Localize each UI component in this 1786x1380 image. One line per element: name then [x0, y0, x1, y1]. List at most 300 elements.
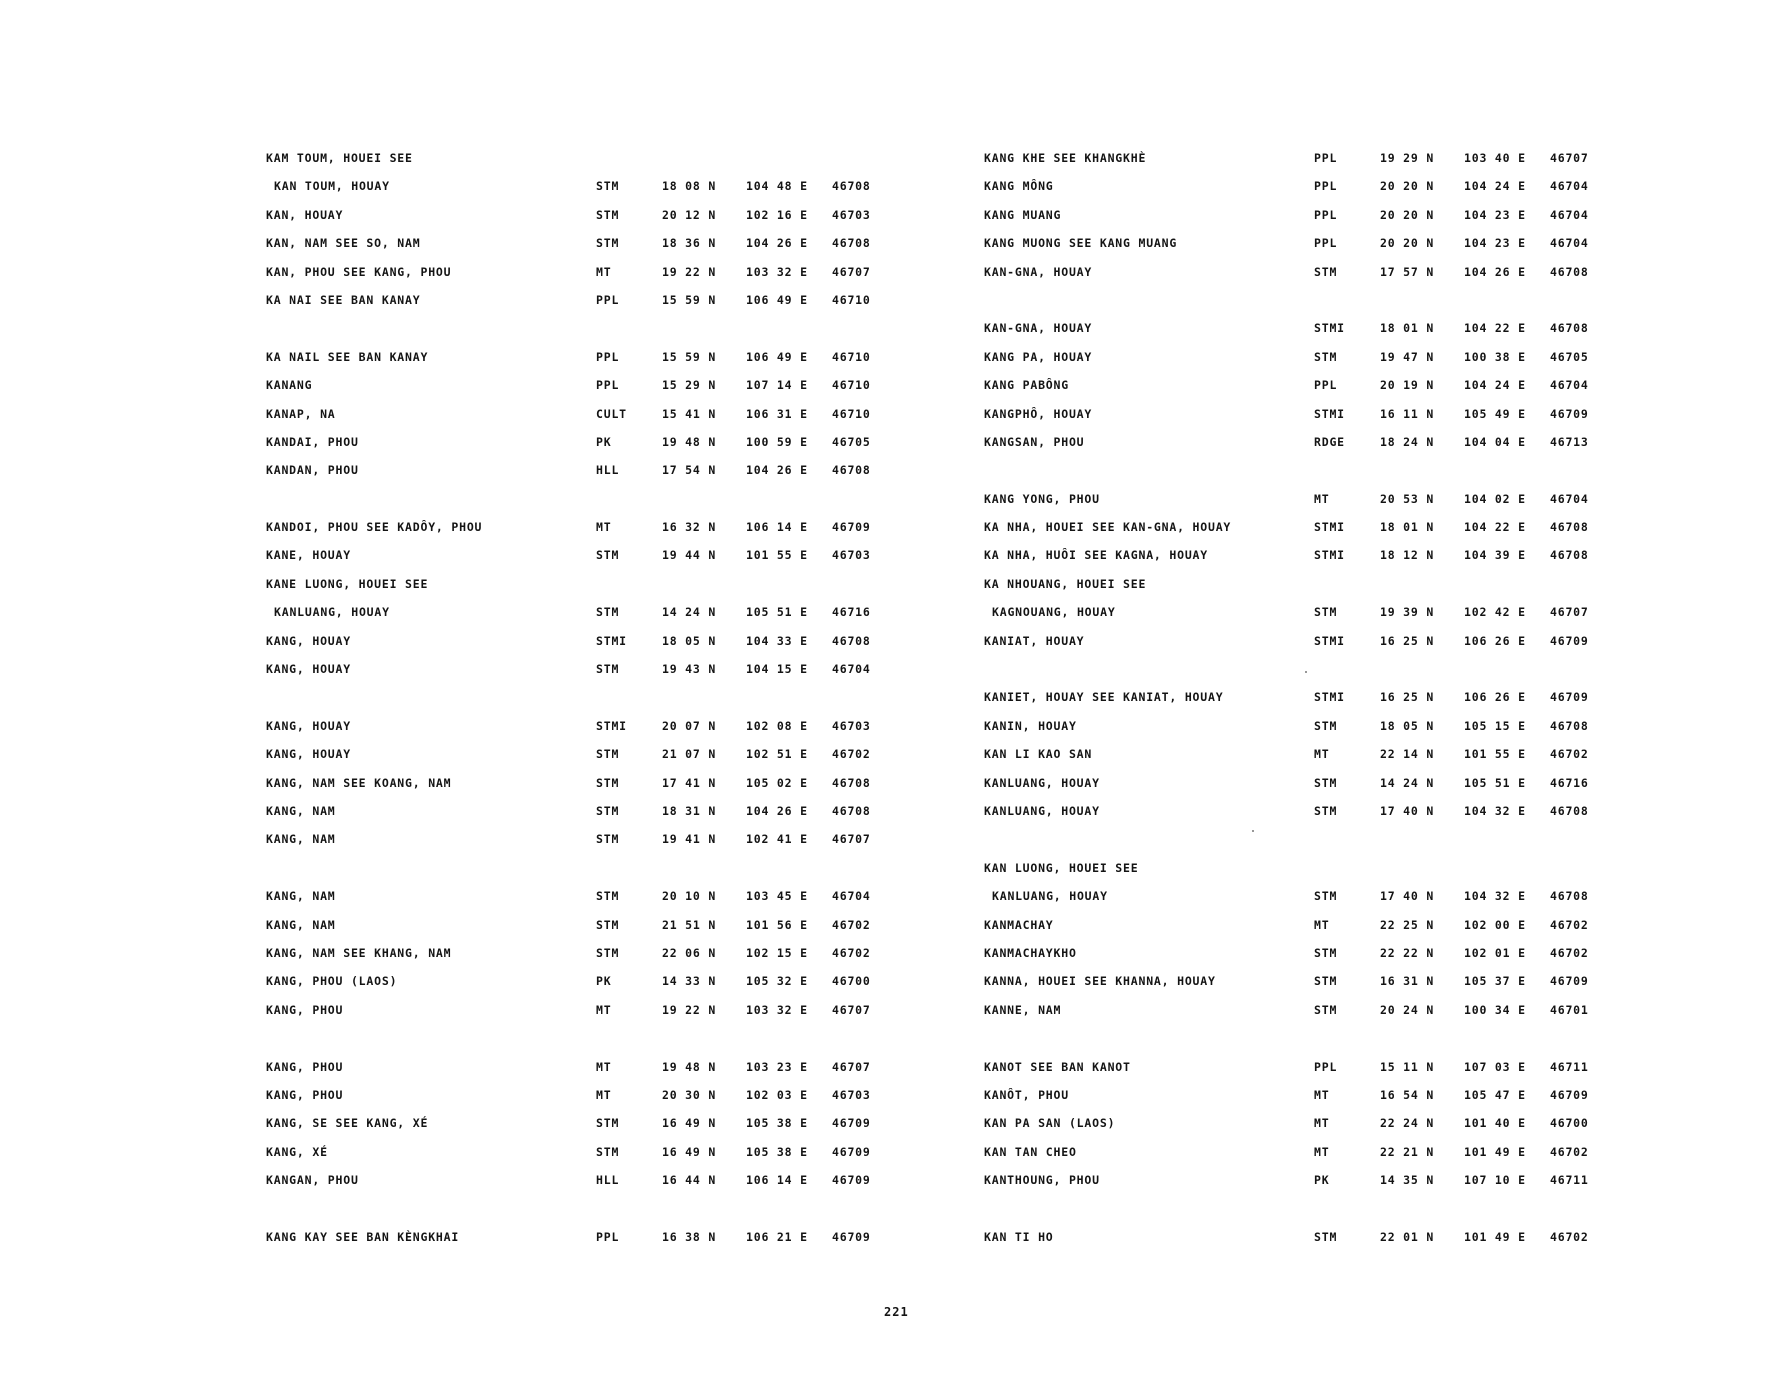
sheet-number: 46709 — [1550, 633, 1589, 648]
entry-name: KANDAN, PHOU — [266, 463, 359, 478]
sheet-number: 46709 — [832, 1144, 871, 1159]
longitude: 104 02 E — [1464, 491, 1526, 506]
sheet-number: 46708 — [832, 633, 871, 648]
feature-code: STMI — [1314, 548, 1345, 563]
feature-code: STM — [1314, 349, 1338, 364]
entry-name: KANG, PHOU — [266, 1002, 344, 1017]
sheet-number: 46702 — [832, 917, 871, 932]
latitude: 17 57 N — [1380, 264, 1435, 279]
latitude: 19 48 N — [662, 1059, 717, 1074]
longitude: 106 14 E — [746, 520, 808, 535]
entry-name: KAGNOUANG, HOUAY — [992, 605, 1116, 620]
longitude: 102 01 E — [1464, 945, 1526, 960]
latitude: 14 24 N — [1380, 775, 1435, 790]
entry-name: KANG, HOUAY — [266, 747, 351, 762]
latitude: 20 24 N — [1380, 1002, 1435, 1017]
entry-name: KAN, NAM SEE SO, NAM — [266, 236, 421, 251]
entry-name: KANG, XÉ — [266, 1144, 328, 1159]
sheet-number: 46709 — [1550, 406, 1589, 421]
latitude: 19 29 N — [1380, 151, 1435, 165]
scan-speck — [1305, 671, 1307, 673]
latitude: 14 33 N — [662, 974, 717, 989]
entry-name: KANLUANG, HOUAY — [992, 889, 1108, 904]
sheet-number: 46707 — [832, 832, 871, 847]
entry-name: KANG, SE SEE KANG, XÉ — [266, 1116, 429, 1131]
sheet-number: 46710 — [832, 349, 871, 364]
feature-code: STM — [1314, 889, 1338, 904]
latitude: 19 44 N — [662, 548, 717, 563]
longitude: 101 55 E — [1464, 747, 1526, 762]
entry-name: KANG PA, HOUAY — [984, 349, 1093, 364]
latitude: 16 49 N — [662, 1116, 717, 1131]
sheet-number: 46708 — [832, 179, 871, 194]
entry-name: KANG, PHOU — [266, 1059, 344, 1074]
feature-code: MT — [596, 1002, 612, 1017]
sheet-number: 46702 — [1550, 747, 1589, 762]
latitude: 19 41 N — [662, 832, 717, 847]
longitude: 104 33 E — [746, 633, 808, 648]
latitude: 20 07 N — [662, 718, 717, 733]
entry-name: KANG, NAM SEE KOANG, NAM — [266, 775, 452, 790]
feature-code: MT — [596, 520, 612, 535]
sheet-number: 46701 — [1550, 1002, 1589, 1017]
sheet-number: 46704 — [1550, 179, 1589, 194]
feature-code: STM — [596, 662, 620, 677]
entry-name: KANG MUANG — [984, 207, 1062, 222]
entry-name: KANLUANG, HOUAY — [984, 775, 1100, 790]
entry-name: KAN TOUM, HOUAY — [274, 179, 390, 194]
entry-name: KANÔT, PHOU — [984, 1087, 1069, 1102]
latitude: 14 35 N — [1380, 1173, 1435, 1188]
entry-name: KAN, PHOU SEE KANG, PHOU — [266, 264, 452, 279]
sheet-number: 46702 — [1550, 1144, 1589, 1159]
feature-code: PPL — [1314, 179, 1338, 194]
feature-code: STM — [1314, 605, 1338, 620]
feature-code: MT — [1314, 747, 1330, 762]
feature-code: HLL — [596, 1173, 620, 1188]
sheet-number: 46711 — [1550, 1059, 1589, 1074]
sheet-number: 46709 — [1550, 1087, 1589, 1102]
longitude: 105 02 E — [746, 775, 808, 790]
longitude: 104 26 E — [1464, 264, 1526, 279]
sheet-number: 46707 — [832, 264, 871, 279]
entry-name: KANDOI, PHOU SEE KADÔY, PHOU — [266, 520, 483, 535]
longitude: 104 24 E — [1464, 179, 1526, 194]
latitude: 18 08 N — [662, 179, 717, 194]
sheet-number: 46704 — [1550, 207, 1589, 222]
sheet-number: 46704 — [832, 889, 871, 904]
feature-code: STMI — [596, 633, 627, 648]
entry-name: KA NHA, HUÔI SEE KAGNA, HOUAY — [984, 548, 1208, 563]
entry-name: KA NAI SEE BAN KANAY — [266, 292, 421, 307]
sheet-number: 46708 — [1550, 803, 1589, 818]
feature-code: PPL — [1314, 236, 1338, 251]
longitude: 107 03 E — [1464, 1059, 1526, 1074]
feature-code: MT — [1314, 491, 1330, 506]
sheet-number: 46709 — [1550, 690, 1589, 705]
entry-name: KANGSAN, PHOU — [984, 434, 1085, 449]
longitude: 104 22 E — [1464, 321, 1526, 336]
feature-code: STM — [1314, 775, 1338, 790]
feature-code: STM — [596, 207, 620, 222]
entry-name: KANG, HOUAY — [266, 633, 351, 648]
feature-code: MT — [1314, 1116, 1330, 1131]
latitude: 18 24 N — [1380, 434, 1435, 449]
longitude: 104 22 E — [1464, 520, 1526, 535]
sheet-number: 46702 — [832, 747, 871, 762]
longitude: 106 26 E — [1464, 690, 1526, 705]
feature-code: PK — [596, 974, 612, 989]
sheet-number: 46713 — [1550, 434, 1589, 449]
longitude: 101 49 E — [1464, 1229, 1526, 1244]
entry-name: KANOT SEE BAN KANOT — [984, 1059, 1131, 1074]
latitude: 19 47 N — [1380, 349, 1435, 364]
longitude: 103 32 E — [746, 1002, 808, 1017]
entry-name: KANIN, HOUAY — [984, 718, 1077, 733]
entry-name: KANANG — [266, 378, 313, 393]
latitude: 22 21 N — [1380, 1144, 1435, 1159]
feature-code: STM — [1314, 974, 1338, 989]
feature-code: STMI — [1314, 520, 1345, 535]
sheet-number: 46710 — [832, 378, 871, 393]
longitude: 101 56 E — [746, 917, 808, 932]
entry-name: KAN-GNA, HOUAY — [984, 264, 1093, 279]
latitude: 17 40 N — [1380, 889, 1435, 904]
entry-name: KANG, NAM SEE KHANG, NAM — [266, 945, 452, 960]
feature-code: PPL — [1314, 1059, 1338, 1074]
longitude: 105 15 E — [1464, 718, 1526, 733]
latitude: 19 48 N — [662, 434, 717, 449]
scan-speck — [1252, 830, 1254, 832]
latitude: 18 36 N — [662, 236, 717, 251]
feature-code: STM — [596, 945, 620, 960]
entry-name: KANE LUONG, HOUEI SEE — [266, 576, 429, 591]
entry-name: KANG PABÔNG — [984, 378, 1069, 393]
sheet-number: 46709 — [832, 1116, 871, 1131]
feature-code: PPL — [1314, 378, 1338, 393]
feature-code: STM — [596, 917, 620, 932]
latitude: 20 20 N — [1380, 207, 1435, 222]
longitude: 106 49 E — [746, 349, 808, 364]
feature-code: STM — [596, 747, 620, 762]
entry-name: KANGPHÔ, HOUAY — [984, 406, 1093, 421]
latitude: 22 22 N — [1380, 945, 1435, 960]
entry-name: KA NAIL SEE BAN KANAY — [266, 349, 429, 364]
latitude: 18 01 N — [1380, 321, 1435, 336]
entry-name: KANE, HOUAY — [266, 548, 351, 563]
feature-code: PPL — [596, 349, 620, 364]
latitude: 22 24 N — [1380, 1116, 1435, 1131]
entry-name: KANTHOUNG, PHOU — [984, 1173, 1100, 1188]
sheet-number: 46710 — [832, 292, 871, 307]
entry-name: KANG, NAM — [266, 832, 336, 847]
sheet-number: 46704 — [1550, 491, 1589, 506]
feature-code: PPL — [1314, 207, 1338, 222]
latitude: 16 32 N — [662, 520, 717, 535]
feature-code: STMI — [1314, 406, 1345, 421]
feature-code: CULT — [596, 406, 627, 421]
longitude: 101 40 E — [1464, 1116, 1526, 1131]
longitude: 101 49 E — [1464, 1144, 1526, 1159]
sheet-number: 46709 — [832, 1229, 871, 1244]
longitude: 104 32 E — [1464, 889, 1526, 904]
feature-code: STM — [1314, 1229, 1338, 1244]
sheet-number: 46708 — [832, 775, 871, 790]
entry-name: KANIAT, HOUAY — [984, 633, 1085, 648]
longitude: 102 08 E — [746, 718, 808, 733]
sheet-number: 46709 — [1550, 974, 1589, 989]
feature-code: STM — [1314, 1002, 1338, 1017]
entry-name: KANMACHAY — [984, 917, 1054, 932]
latitude: 16 11 N — [1380, 406, 1435, 421]
page-number: 221 — [884, 1305, 909, 1319]
latitude: 14 24 N — [662, 605, 717, 620]
sheet-number: 46709 — [832, 1173, 871, 1188]
feature-code: STMI — [596, 718, 627, 733]
entry-name: KANDAI, PHOU — [266, 434, 359, 449]
latitude: 22 14 N — [1380, 747, 1435, 762]
longitude: 105 49 E — [1464, 406, 1526, 421]
sheet-number: 46704 — [1550, 236, 1589, 251]
sheet-number: 46711 — [1550, 1173, 1589, 1188]
sheet-number: 46705 — [1550, 349, 1589, 364]
latitude: 17 54 N — [662, 463, 717, 478]
longitude: 104 26 E — [746, 236, 808, 251]
longitude: 105 38 E — [746, 1116, 808, 1131]
entry-name: KAN-GNA, HOUAY — [984, 321, 1093, 336]
longitude: 106 31 E — [746, 406, 808, 421]
entry-name: KANG, PHOU — [266, 1087, 344, 1102]
feature-code: PK — [1314, 1173, 1330, 1188]
feature-code: STM — [596, 1144, 620, 1159]
entry-name: KANLUANG, HOUAY — [274, 605, 390, 620]
longitude: 102 16 E — [746, 207, 808, 222]
longitude: 104 23 E — [1464, 236, 1526, 251]
longitude: 104 39 E — [1464, 548, 1526, 563]
entry-name: KANG MUONG SEE KANG MUANG — [984, 236, 1178, 251]
feature-code: STM — [596, 236, 620, 251]
feature-code: PK — [596, 434, 612, 449]
longitude: 106 14 E — [746, 1173, 808, 1188]
entry-name: KAM TOUM, HOUEI SEE — [266, 151, 413, 165]
latitude: 19 39 N — [1380, 605, 1435, 620]
entry-name: KANG, HOUAY — [266, 662, 351, 677]
sheet-number: 46708 — [1550, 520, 1589, 535]
longitude: 103 45 E — [746, 889, 808, 904]
longitude: 103 32 E — [746, 264, 808, 279]
longitude: 102 51 E — [746, 747, 808, 762]
longitude: 104 26 E — [746, 463, 808, 478]
sheet-number: 46702 — [832, 945, 871, 960]
sheet-number: 46707 — [832, 1059, 871, 1074]
longitude: 103 23 E — [746, 1059, 808, 1074]
feature-code: MT — [1314, 1144, 1330, 1159]
sheet-number: 46708 — [1550, 889, 1589, 904]
feature-code: STM — [596, 889, 620, 904]
latitude: 15 11 N — [1380, 1059, 1435, 1074]
latitude: 16 44 N — [662, 1173, 717, 1188]
sheet-number: 46702 — [1550, 1229, 1589, 1244]
longitude: 105 51 E — [746, 605, 808, 620]
feature-code: PPL — [596, 1229, 620, 1244]
feature-code: MT — [596, 1087, 612, 1102]
latitude: 19 22 N — [662, 1002, 717, 1017]
sheet-number: 46710 — [832, 406, 871, 421]
entry-name: KA NHA, HOUEI SEE KAN-GNA, HOUAY — [984, 520, 1232, 535]
feature-code: PPL — [596, 378, 620, 393]
sheet-number: 46704 — [832, 662, 871, 677]
longitude: 102 15 E — [746, 945, 808, 960]
feature-code: STMI — [1314, 690, 1345, 705]
feature-code: STM — [596, 1116, 620, 1131]
longitude: 105 47 E — [1464, 1087, 1526, 1102]
feature-code: HLL — [596, 463, 620, 478]
sheet-number: 46704 — [1550, 378, 1589, 393]
latitude: 18 12 N — [1380, 548, 1435, 563]
entry-name: KANG, HOUAY — [266, 718, 351, 733]
sheet-number: 46716 — [1550, 775, 1589, 790]
feature-code: STM — [596, 775, 620, 790]
feature-code: MT — [1314, 1087, 1330, 1102]
latitude: 22 06 N — [662, 945, 717, 960]
longitude: 107 10 E — [1464, 1173, 1526, 1188]
feature-code: STM — [596, 179, 620, 194]
latitude: 19 22 N — [662, 264, 717, 279]
feature-code: STM — [1314, 264, 1338, 279]
latitude: 16 25 N — [1380, 633, 1435, 648]
sheet-number: 46707 — [1550, 151, 1589, 165]
longitude: 102 41 E — [746, 832, 808, 847]
entry-name: KANNE, NAM — [984, 1002, 1062, 1017]
sheet-number: 46708 — [832, 803, 871, 818]
feature-code: STMI — [1314, 633, 1345, 648]
entry-name: KAN LUONG, HOUEI SEE — [984, 860, 1139, 875]
latitude: 15 41 N — [662, 406, 717, 421]
longitude: 106 49 E — [746, 292, 808, 307]
feature-code: STM — [1314, 718, 1338, 733]
sheet-number: 46707 — [832, 1002, 871, 1017]
latitude: 20 20 N — [1380, 236, 1435, 251]
longitude: 105 38 E — [746, 1144, 808, 1159]
feature-code: STM — [1314, 803, 1338, 818]
entry-name: KAN LI KAO SAN — [984, 747, 1093, 762]
feature-code: STM — [596, 548, 620, 563]
feature-code: MT — [596, 264, 612, 279]
latitude: 18 05 N — [1380, 718, 1435, 733]
sheet-number: 46708 — [832, 463, 871, 478]
entry-name: KANG YONG, PHOU — [984, 491, 1100, 506]
sheet-number: 46700 — [1550, 1116, 1589, 1131]
longitude: 105 32 E — [746, 974, 808, 989]
feature-code: RDGE — [1314, 434, 1345, 449]
entry-name: KANG KAY SEE BAN KÈNGKHAI — [266, 1229, 460, 1244]
sheet-number: 46702 — [1550, 917, 1589, 932]
sheet-number: 46708 — [832, 236, 871, 251]
sheet-number: 46707 — [1550, 605, 1589, 620]
sheet-number: 46708 — [1550, 718, 1589, 733]
longitude: 104 32 E — [1464, 803, 1526, 818]
longitude: 106 21 E — [746, 1229, 808, 1244]
feature-code: STM — [596, 605, 620, 620]
latitude: 16 31 N — [1380, 974, 1435, 989]
feature-code: STM — [596, 832, 620, 847]
sheet-number: 46716 — [832, 605, 871, 620]
entry-name: KANG, PHOU (LAOS) — [266, 974, 398, 989]
sheet-number: 46703 — [832, 207, 871, 222]
feature-code: MT — [1314, 917, 1330, 932]
sheet-number: 46702 — [1550, 945, 1589, 960]
latitude: 22 25 N — [1380, 917, 1435, 932]
latitude: 20 10 N — [662, 889, 717, 904]
latitude: 22 01 N — [1380, 1229, 1435, 1244]
latitude: 20 20 N — [1380, 179, 1435, 194]
feature-code: STM — [596, 803, 620, 818]
latitude: 20 19 N — [1380, 378, 1435, 393]
feature-code: STM — [1314, 945, 1338, 960]
entry-name: KANIET, HOUAY SEE KANIAT, HOUAY — [984, 690, 1224, 705]
entry-name: KAN, HOUAY — [266, 207, 344, 222]
entry-name: KAN TAN CHEO — [984, 1144, 1077, 1159]
sheet-number: 46705 — [832, 434, 871, 449]
longitude: 101 55 E — [746, 548, 808, 563]
entry-name: KA NHOUANG, HOUEI SEE — [984, 576, 1147, 591]
longitude: 102 03 E — [746, 1087, 808, 1102]
longitude: 104 26 E — [746, 803, 808, 818]
sheet-number: 46700 — [832, 974, 871, 989]
longitude: 104 15 E — [746, 662, 808, 677]
feature-code: STMI — [1314, 321, 1345, 336]
sheet-number: 46708 — [1550, 548, 1589, 563]
feature-code: PPL — [596, 292, 620, 307]
latitude: 19 43 N — [662, 662, 717, 677]
latitude: 17 41 N — [662, 775, 717, 790]
entry-name: KANG, NAM — [266, 889, 336, 904]
latitude: 21 51 N — [662, 917, 717, 932]
latitude: 17 40 N — [1380, 803, 1435, 818]
sheet-number: 46703 — [832, 548, 871, 563]
sheet-number: 46703 — [832, 718, 871, 733]
entry-name: KANG, NAM — [266, 917, 336, 932]
latitude: 16 49 N — [662, 1144, 717, 1159]
longitude: 104 24 E — [1464, 378, 1526, 393]
entry-name: KANG MÔNG — [984, 179, 1054, 194]
entry-name: KANG KHE SEE KHANGKHÈ — [984, 151, 1147, 165]
longitude: 105 37 E — [1464, 974, 1526, 989]
entry-name: KANG, NAM — [266, 803, 336, 818]
longitude: 100 59 E — [746, 434, 808, 449]
latitude: 16 38 N — [662, 1229, 717, 1244]
latitude: 20 12 N — [662, 207, 717, 222]
entry-name: KAN PA SAN (LAOS) — [984, 1116, 1116, 1131]
sheet-number: 46708 — [1550, 264, 1589, 279]
latitude: 15 59 N — [662, 292, 717, 307]
latitude: 18 01 N — [1380, 520, 1435, 535]
longitude: 107 14 E — [746, 378, 808, 393]
sheet-number: 46708 — [1550, 321, 1589, 336]
latitude: 16 25 N — [1380, 690, 1435, 705]
feature-code: PPL — [1314, 151, 1338, 165]
entry-name: KANMACHAYKHO — [984, 945, 1077, 960]
latitude: 18 31 N — [662, 803, 717, 818]
latitude: 15 59 N — [662, 349, 717, 364]
latitude: 18 05 N — [662, 633, 717, 648]
feature-code: MT — [596, 1059, 612, 1074]
longitude: 105 51 E — [1464, 775, 1526, 790]
sheet-number: 46709 — [832, 520, 871, 535]
entry-name: KANNA, HOUEI SEE KHANNA, HOUAY — [984, 974, 1216, 989]
longitude: 100 38 E — [1464, 349, 1526, 364]
longitude: 102 42 E — [1464, 605, 1526, 620]
